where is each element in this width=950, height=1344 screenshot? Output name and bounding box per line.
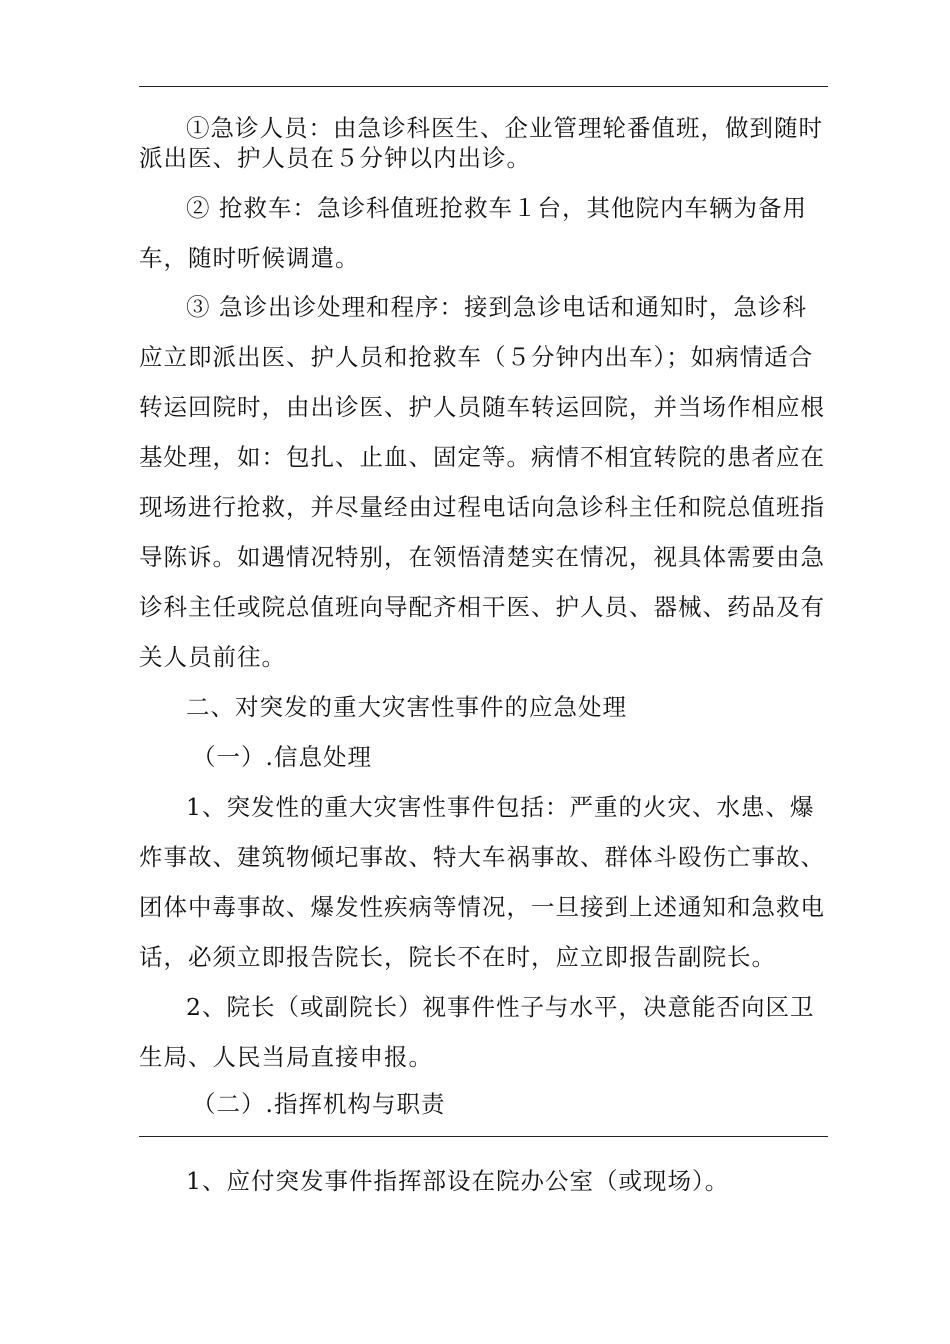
text-line: 导陈诉。如遇情况特别，在领悟清楚实在情况，视具体需要由急 <box>139 543 825 571</box>
text-line: 转运回院时，由出诊医、护人员随车转运回院，并当场作相应根 <box>139 393 825 421</box>
paragraph-reporting <box>139 982 829 1082</box>
text-line: 诊科主任或院总值班向导配齐相干医、护人员、器械、药品及有 <box>139 593 825 621</box>
header-rule <box>139 86 828 87</box>
text-line: 基处理，如：包扎、止血、固定等。病情不相宜转院的患者应在 <box>139 443 825 471</box>
text-line: 生局、人民当局直接申报。 <box>139 1043 433 1071</box>
text-line: 话，必须立即报告院长，院长不在时，应立即报告副院长。 <box>139 943 776 971</box>
text-line: 应立即派出医、护人员和抢救车（５分钟内出车）；如病情适合 <box>139 343 814 371</box>
text-line: ② 抢救车：急诊科值班抢救车１台，其他院内车辆为备用 <box>186 194 807 222</box>
subsection-heading <box>139 1079 829 1129</box>
text-line: 现场进行抢救，并尽量经由过程电话向急诊科主任和院总值班指 <box>139 493 825 521</box>
text-line: ③ 急诊出诊处理和程序：接到急诊电话和通知时，急诊科 <box>186 293 807 321</box>
paragraph-ambulance <box>139 183 829 283</box>
text-line: ①急诊人员：由急诊科医生、企业管理轮番值班，做到随时 <box>186 114 823 142</box>
heading-text: 二、对突发的重大灾害性事件的应急处理 <box>186 693 627 721</box>
text-line: 1、突发性的重大灾害性事件包括：严重的火灾、水患、爆 <box>186 793 815 821</box>
heading-text: （一）.信息处理 <box>192 743 372 771</box>
section-heading <box>139 682 829 732</box>
text-line: 派出医、护人员在５分钟以内出诊。 <box>139 144 531 172</box>
paragraph-disaster-events <box>139 782 829 982</box>
heading-text: （二）.指挥机构与职责 <box>192 1090 446 1118</box>
paragraph-emergency-staff <box>139 113 829 173</box>
text-line: 车，随时听候调遣。 <box>139 244 360 272</box>
text-line: 1、应付突发事件指挥部设在院办公室（或现场）。 <box>186 1167 730 1195</box>
footer-rule <box>139 1136 828 1137</box>
paragraph-command-center <box>139 1156 829 1206</box>
paragraph-dispatch-procedure <box>139 282 829 682</box>
text-line: 团体中毒事故、爆发性疾病等情况，一旦接到上述通知和急救电 <box>139 893 825 921</box>
subsection-heading <box>139 732 829 782</box>
text-line: 炸事故、建筑物倾圮事故、特大车祸事故、群体斗殴伤亡事故、 <box>139 843 825 871</box>
text-line: 2、院长（或副院长）视事件性子与水平，决意能否向区卫 <box>186 993 815 1021</box>
text-line: 关人员前往。 <box>139 643 286 671</box>
